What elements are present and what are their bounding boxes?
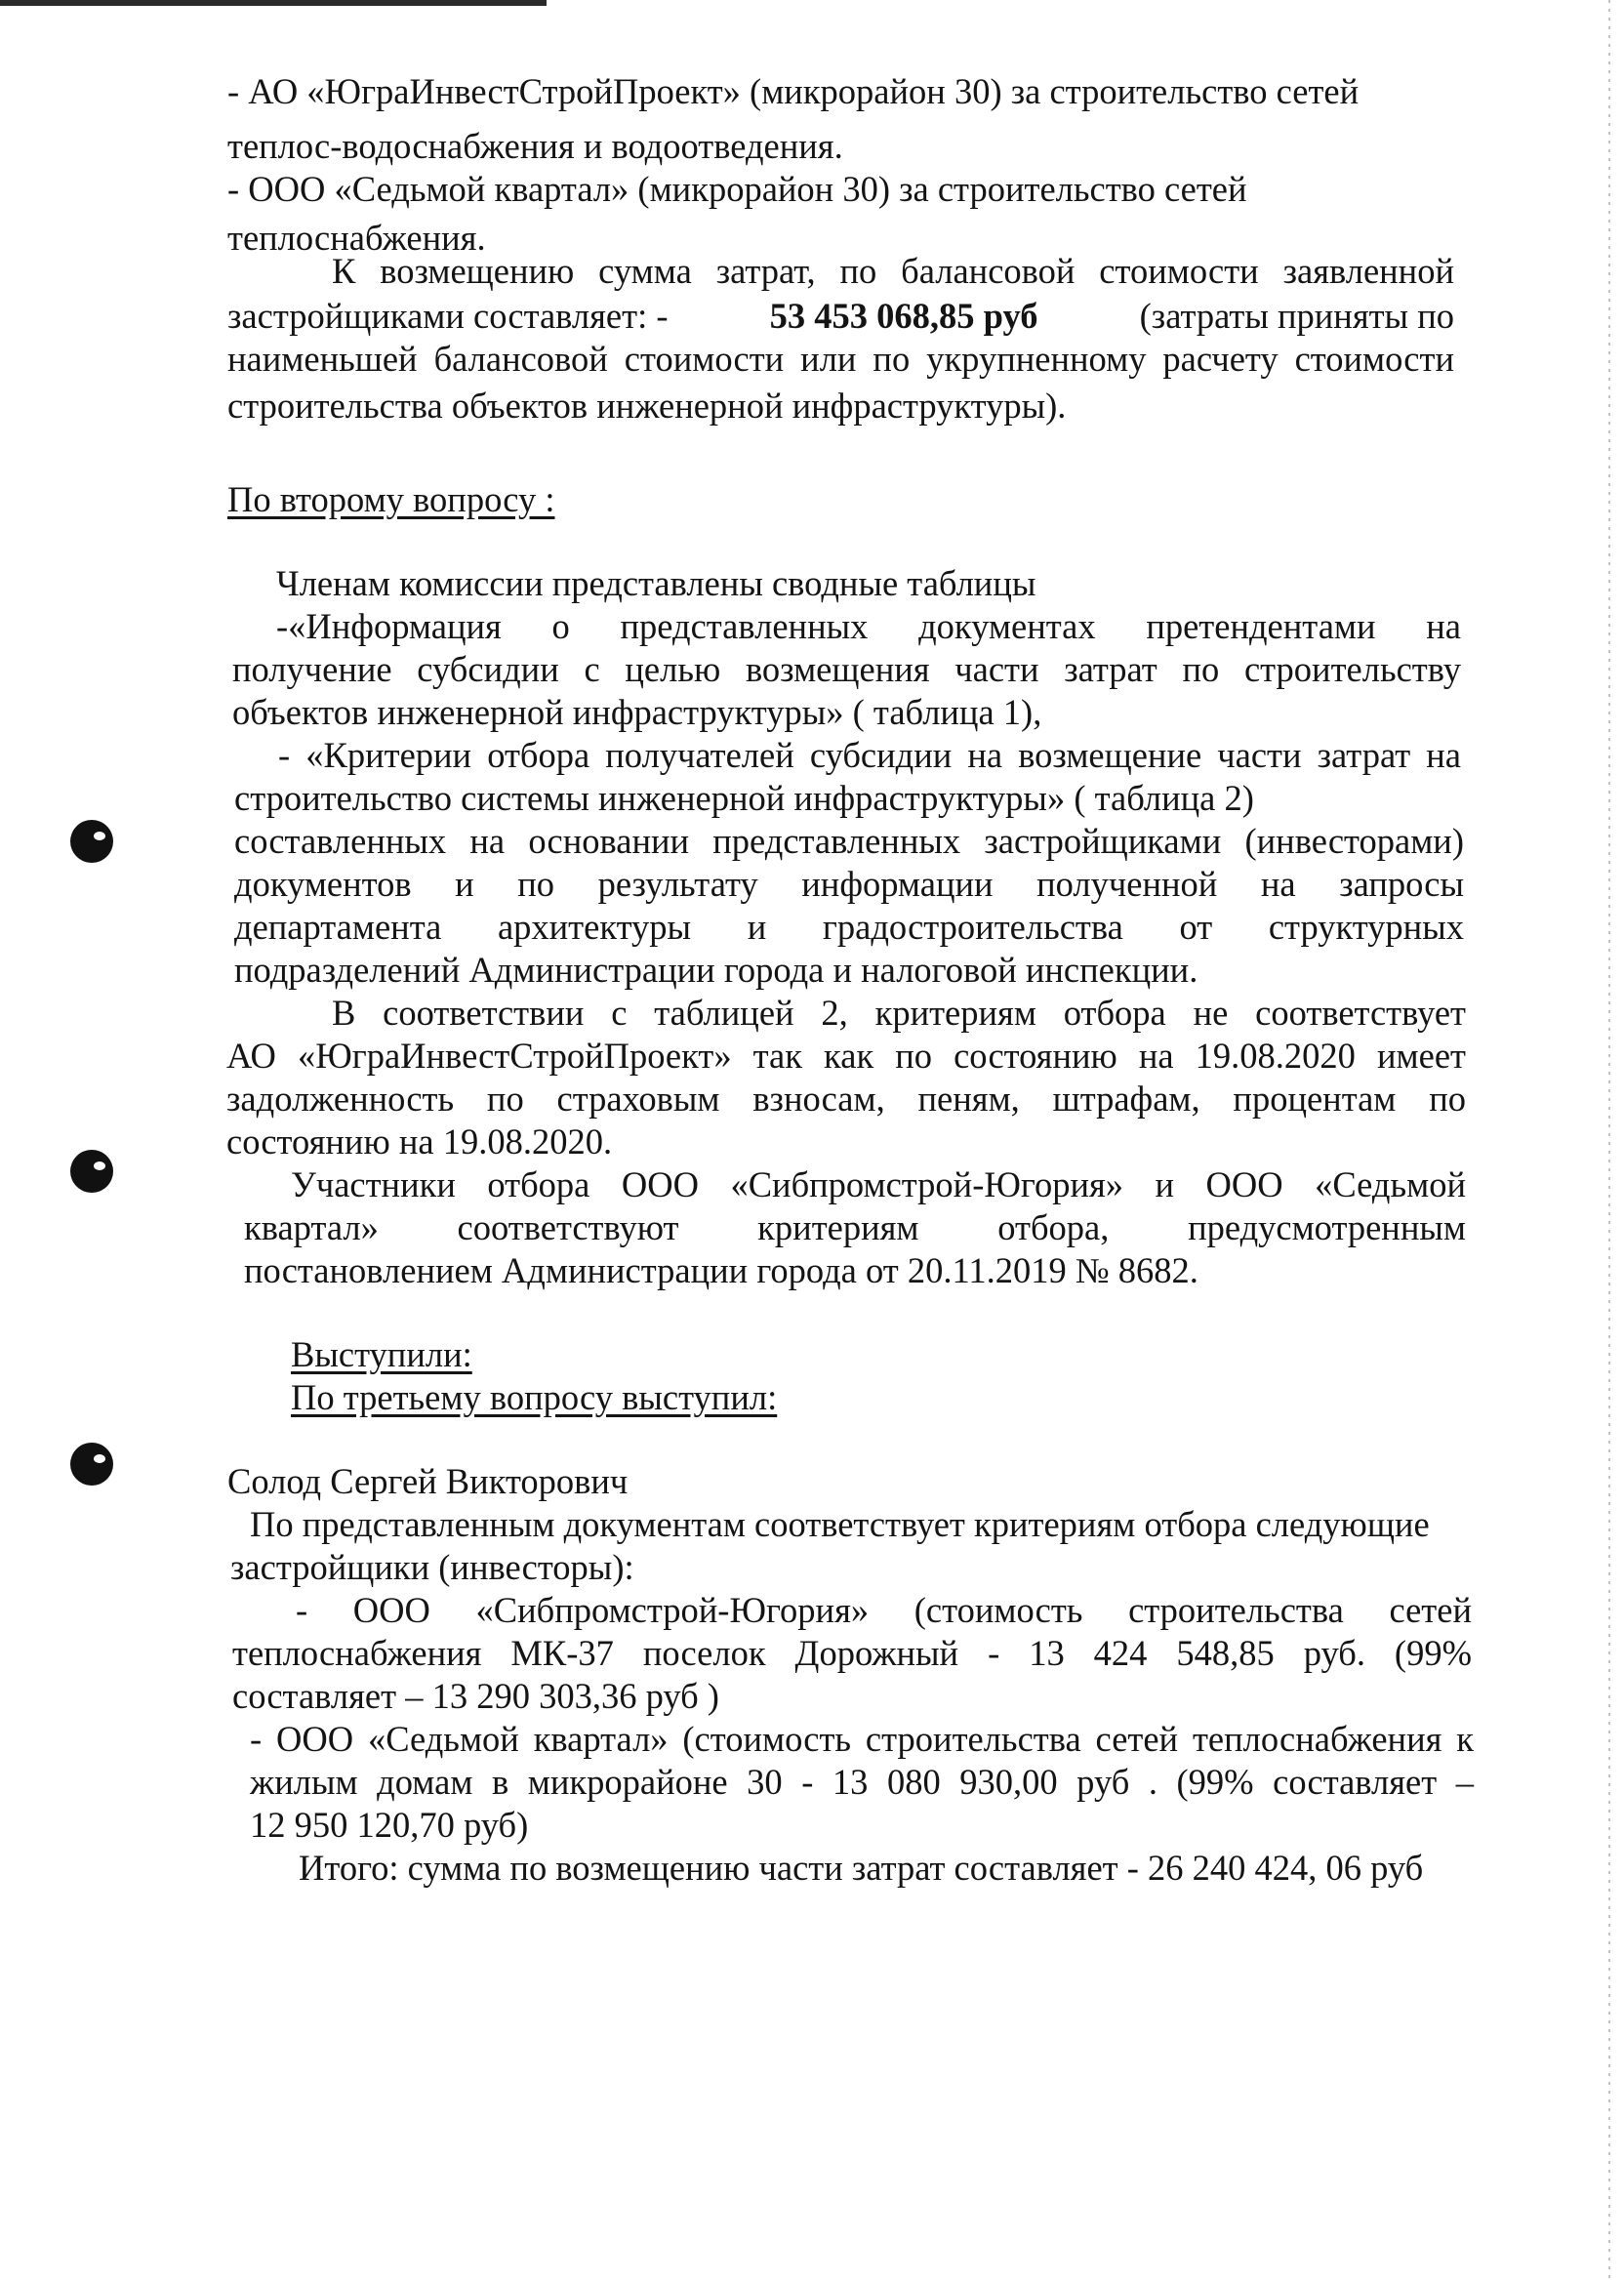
- intro-line-1: - АО «ЮграИнвестСтройПроект» (микрорайон 30) за строительство сетей: [227, 71, 1360, 111]
- third-question-line-5: теплоснабжения МК-37 поселок Дорожный - 13 424 548,85 руб. (99%: [232, 1633, 1472, 1673]
- third-question-line-6: составляет – 13 290 303,36 руб ): [232, 1676, 719, 1716]
- compensation-line-4: строительства объектов инженерной инфраструктуры).: [227, 386, 1067, 426]
- third-question-line-7: - ООО «Седьмой квартал» (стоимость строительства сетей теплоснабжения к: [250, 1719, 1474, 1759]
- second-question-line-11: В соответствии с таблицей 2, критериям отбора не соответствует: [332, 993, 1466, 1033]
- second-question-line-9: департамента архитектуры и градостроительства от структурных: [234, 907, 1464, 947]
- scan-top-edge: [0, 0, 547, 6]
- scan-right-edge: [1608, 0, 1610, 2282]
- third-question-line-2: По представленным документам соответствует критериям отбора следующие: [250, 1504, 1430, 1544]
- second-question-line-16: квартал» соответствуют критериям отбора, предусмотренным: [244, 1207, 1466, 1247]
- second-question-line-12: АО «ЮграИнвестСтройПроект» так как по состоянию на 19.08.2020 имеет: [226, 1036, 1466, 1076]
- punch-hole-bottom: [70, 1443, 113, 1486]
- compensation-line-3: наименьшей балансовой стоимости или по укрупненному расчету стоимости: [227, 339, 1454, 379]
- third-question-line-3: застройщики (инвесторы):: [230, 1547, 634, 1587]
- intro-line-2: теплос-водоснабжения и водоотведения.: [227, 126, 843, 166]
- third-question-line-9: 12 950 120,70 руб): [250, 1805, 529, 1845]
- compensation-line-2: [227, 295, 1454, 338]
- third-question-heading: По третьему вопросу выступил:: [291, 1377, 778, 1417]
- compensation-note: (затраты приняты по: [1139, 296, 1454, 336]
- total-line: Итого: сумма по возмещению части затрат составляет - 26 240 424, 06 руб: [299, 1848, 1424, 1888]
- compensation-label: застройщиками составляет: -: [227, 296, 669, 336]
- second-question-line-10: подразделений Администрации города и налоговой инспекции.: [234, 950, 1198, 990]
- speakers-heading: Выступили:: [291, 1334, 472, 1374]
- second-question-line-5: - «Критерии отбора получателей субсидии на возмещение части затрат на: [278, 735, 1461, 775]
- intro-line-3: - ООО «Седьмой квартал» (микрорайон 30) за строительство сетей: [227, 169, 1247, 209]
- second-question-line-2: -«Информация о представленных документах претендентами на: [276, 606, 1461, 646]
- second-question-line-17: постановлением Администрации города от 20.11.2019 № 8682.: [244, 1250, 1198, 1290]
- second-question-line-8: документов и по результату информации полученной на запросы: [234, 864, 1464, 904]
- speaker-name: Солод Сергей Викторович: [227, 1461, 629, 1501]
- punch-hole-middle: [70, 1150, 113, 1193]
- punch-hole-top: [70, 820, 113, 863]
- second-question-line-7: составленных на основании представленных застройщиками (инвесторами): [234, 821, 1464, 861]
- compensation-amount: 53 453 068,85 руб: [769, 296, 1038, 336]
- third-question-line-8: жилым домам в микрорайоне 30 - 13 080 930,00 руб . (99% составляет –: [250, 1762, 1474, 1802]
- third-question-line-4: - ООО «Сибпромстрой-Югория» (стоимость строительства сетей: [296, 1590, 1472, 1630]
- second-question-line-3: получение субсидии с целью возмещения части затрат по строительству: [232, 649, 1461, 689]
- intro-line-4: теплоснабжения.: [227, 218, 486, 258]
- compensation-line-1: К возмещению сумма затрат, по балансовой стоимости заявленной: [332, 251, 1454, 291]
- second-question-line-4: объектов инженерной инфраструктуры» ( таблица 1),: [232, 692, 1042, 732]
- second-question-line-13: задолженность по страховым взносам, пеням, штрафам, процентам по: [226, 1079, 1466, 1119]
- second-question-line-1: Членам комиссии представлены сводные таблицы: [276, 563, 1036, 603]
- second-question-heading: По второму вопросу :: [227, 479, 555, 519]
- second-question-line-14: состоянию на 19.08.2020.: [226, 1121, 613, 1161]
- second-question-line-15: Участники отбора ООО «Сибпромстрой-Югория» и ООО «Седьмой: [291, 1164, 1466, 1204]
- second-question-line-6: строительство системы инженерной инфраструктуры» ( таблица 2): [234, 778, 1254, 818]
